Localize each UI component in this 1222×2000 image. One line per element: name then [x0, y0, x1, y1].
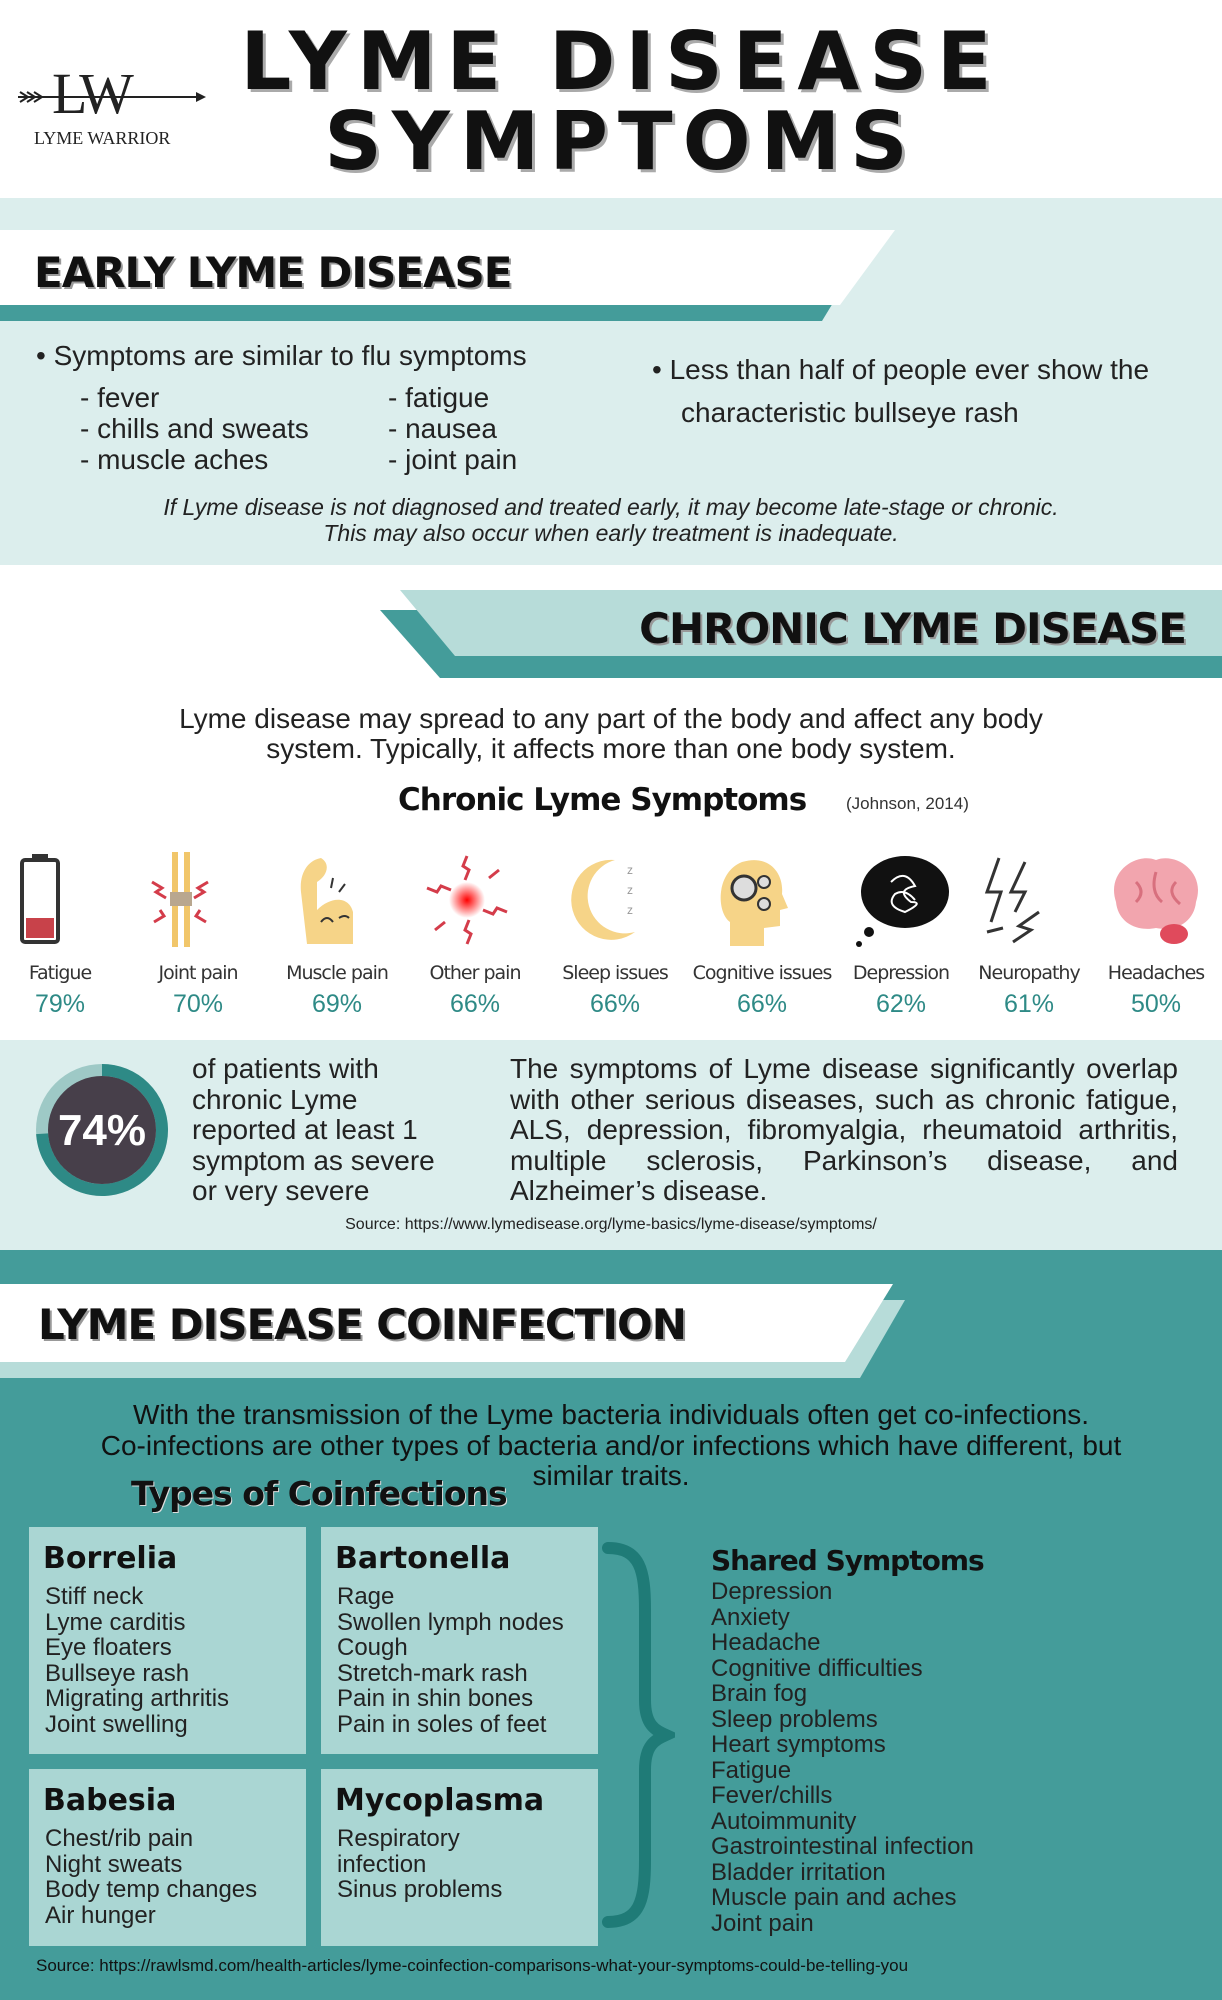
symptom-item — [128, 852, 268, 1019]
page-title-line2: SYMPTOMS — [324, 95, 918, 188]
shared-symptom: Muscle pain and aches — [711, 1884, 957, 1911]
symptom-item — [831, 852, 971, 1019]
coinfection-name: Borrelia — [43, 1541, 178, 1576]
chronic-heading: CHRONIC LYME DISEASE — [639, 604, 1186, 653]
coinfection-symptom: Stretch-mark rash — [337, 1659, 528, 1687]
shared-symptom: Fatigue — [711, 1756, 792, 1784]
shared-symptom: Heart symptoms — [711, 1731, 886, 1758]
early-symptoms-left — [80, 382, 309, 475]
intro-line: Lyme disease may spread to any part of the body and affect any body — [179, 703, 1043, 734]
symptom-item — [692, 852, 832, 1019]
shared-symptom: Cognitive difficulties — [711, 1654, 923, 1682]
coinfection-symptom: Sinus problems — [337, 1876, 503, 1903]
coinfection-box — [29, 1527, 306, 1754]
types-title: Types of Coinfections — [131, 1474, 507, 1513]
citation: (Johnson, 2014) — [846, 794, 969, 813]
shared-symptom: Headache — [711, 1629, 821, 1656]
shared-symptom: Anxiety — [711, 1603, 790, 1631]
symptom-label: Muscle pain — [286, 962, 388, 984]
symptom-percent: 66% — [589, 990, 641, 1018]
coinfection-box — [321, 1527, 598, 1754]
shared-title: Shared Symptoms — [711, 1544, 984, 1577]
shared-symptom: Bladder irritation — [711, 1858, 886, 1886]
logo-name: LYME WARRIOR — [34, 128, 171, 148]
symptom-percent: 66% — [449, 990, 501, 1018]
coinfection-symptom: Swollen lymph nodes — [337, 1608, 564, 1636]
severe-line: symptom as severe — [192, 1144, 435, 1176]
symptom-item — [1086, 852, 1222, 1019]
shared-symptom: Joint pain — [711, 1909, 814, 1937]
symptom-item — [0, 852, 130, 1019]
svg-text:z: z — [627, 903, 633, 917]
moon-icon — [565, 852, 665, 952]
symptom: - chills and sweats — [80, 413, 309, 444]
coinfection-symptom: Eye floaters — [45, 1634, 172, 1661]
brace-icon — [600, 1540, 675, 1930]
bullet-text-2: characteristic bullseye rash — [681, 397, 1019, 428]
severe-text — [192, 1054, 435, 1207]
coinfection-symptom: Body temp changes — [45, 1876, 258, 1903]
symptom-percent: 70% — [172, 990, 224, 1018]
coinfection-symptom: Cough — [337, 1634, 408, 1661]
svg-text:z: z — [627, 863, 633, 877]
intro-line: Co-infections are other types of bacteria and/or infections which have different, but — [100, 1429, 1122, 1461]
coinfection-symptom: Pain in soles of feet — [337, 1710, 547, 1738]
battery-low-icon — [10, 852, 110, 952]
intro-line: similar traits. — [532, 1460, 690, 1491]
symptom: - nausea — [388, 413, 497, 444]
severe-line: chronic Lyme — [192, 1083, 358, 1115]
shared-symptom: Brain fog — [711, 1680, 808, 1707]
muscle-arm-icon — [287, 852, 387, 952]
shared-symptom: Depression — [711, 1578, 833, 1605]
symptom: - fever — [80, 382, 160, 413]
shared-symptom: Fever/chills — [711, 1782, 833, 1809]
severe-line: reported at least 1 — [192, 1114, 418, 1145]
coinfection-symptom: Night sweats — [45, 1850, 183, 1878]
symptom-percent: 66% — [736, 990, 788, 1018]
chronic-source: Source: https://www.lymedisease.org/lyme-basics/lyme-disease/symptoms/ — [345, 1216, 877, 1233]
early-bullet-2: • Less than half of people ever show the characteristic bullseye rash — [652, 348, 1149, 434]
severe-line: or very severe — [192, 1175, 370, 1206]
coinfection-symptom: Joint swelling — [45, 1710, 188, 1738]
early-note-2: This may also occur when early treatment is inadequate. — [323, 520, 899, 546]
page-title-line1: LYME DISEASE — [240, 15, 1002, 108]
bullet-text: Less than half of people ever show the — [669, 354, 1150, 385]
coinfection-symptom: Respiratory — [337, 1825, 460, 1852]
overlap-text: The symptoms of Lyme disease significantly overlap with other serious diseases, such as chronic fatigue, ALS, depression, fibromyalgia, rheumatoid arthritis, multiple sclerosis, Parkinson’s disease, and Alzheimer’s disease. — [510, 1053, 1178, 1206]
symptom-label: Other pain — [429, 962, 521, 984]
symptom: - muscle aches — [80, 444, 269, 475]
lightning-icon — [979, 852, 1079, 952]
symptom-label: Fatigue — [28, 962, 92, 984]
symptom-percent: 69% — [311, 990, 363, 1018]
pain-burst-icon — [425, 852, 525, 952]
brain-icon — [1106, 852, 1206, 952]
coinfection-symptom: Migrating arthritis — [45, 1685, 230, 1712]
early-symptoms-right — [388, 382, 517, 475]
coinfection-name: Babesia — [43, 1783, 177, 1818]
symptom: - joint pain — [388, 444, 518, 475]
coinfection-box — [29, 1769, 306, 1946]
symptom-percent: 61% — [1003, 990, 1055, 1018]
symptom-percent: 79% — [34, 990, 86, 1018]
coinfection-box — [321, 1769, 598, 1946]
severe-pct: 74% — [57, 1106, 147, 1155]
symptom-item — [267, 852, 407, 1019]
symptom-label: Neuropathy — [978, 962, 1080, 984]
symptom-item — [959, 852, 1099, 1019]
shared-list — [711, 1579, 984, 1936]
early-bullet-1: • Symptoms are similar to flu symptoms — [36, 340, 527, 371]
intro-line: system. Typically, it affects more than one body system. — [266, 733, 956, 764]
symptom-label: Depression — [852, 962, 950, 984]
symptom-label: Joint pain — [158, 962, 238, 984]
chronic-symptoms-title: Chronic Lyme Symptoms — [398, 782, 807, 818]
coinfection-symptom: Stiff neck — [45, 1583, 144, 1610]
scribble-thought-icon — [851, 852, 951, 952]
symptom: - fatigue — [388, 382, 490, 413]
symptom-label: Sleep issues — [562, 962, 668, 984]
early-note-1: If Lyme disease is not diagnosed and treated early, it may become late-stage or chronic. — [163, 494, 1059, 520]
coinfection-heading: LYME DISEASE COINFECTION — [38, 1300, 686, 1349]
early-heading: EARLY LYME DISEASE — [34, 248, 512, 297]
shared-symptom: Sleep problems — [711, 1705, 878, 1733]
symptom-label: Cognitive issues — [692, 962, 832, 984]
symptom-percent: 62% — [875, 990, 927, 1018]
coinfection-symptom: Lyme carditis — [45, 1608, 186, 1636]
shared-symptom: Gastrointestinal infection — [711, 1833, 974, 1860]
coinfection-symptom: infection — [337, 1850, 427, 1878]
head-gears-icon — [712, 852, 812, 952]
bullet-text: Symptoms are similar to flu symptoms — [53, 340, 527, 371]
severe-line: of patients with — [192, 1053, 379, 1084]
svg-text:z: z — [627, 883, 633, 897]
intro-line: With the transmission of the Lyme bacteria individuals often get co-infections. — [132, 1399, 1090, 1430]
shared-symptom: Autoimmunity — [711, 1807, 857, 1835]
symptom-item — [545, 852, 685, 1019]
chronic-intro — [0, 704, 1222, 764]
coinfection-symptom: Chest/rib pain — [45, 1825, 194, 1852]
coinfection-name: Mycoplasma — [335, 1783, 545, 1818]
coinfection-source: Source: https://rawlsmd.com/health-articles/lyme-coinfection-comparisons-what-your-symptoms-could-be-telling-you — [36, 1956, 909, 1975]
symptom-label: Headaches — [1107, 962, 1205, 984]
symptom-item — [405, 852, 545, 1019]
coinfection-name: Bartonella — [335, 1541, 511, 1576]
shared-symptoms — [711, 1544, 984, 1936]
joint-icon — [148, 852, 248, 952]
logo-mark: LW — [52, 61, 130, 126]
coinfection-symptom: Pain in shin bones — [337, 1685, 534, 1712]
coinfection-symptom: Air hunger — [45, 1901, 156, 1929]
coinfection-symptom: Rage — [337, 1583, 395, 1610]
coinfection-symptom: Bullseye rash — [45, 1659, 190, 1687]
symptom-percent: 50% — [1130, 990, 1182, 1018]
